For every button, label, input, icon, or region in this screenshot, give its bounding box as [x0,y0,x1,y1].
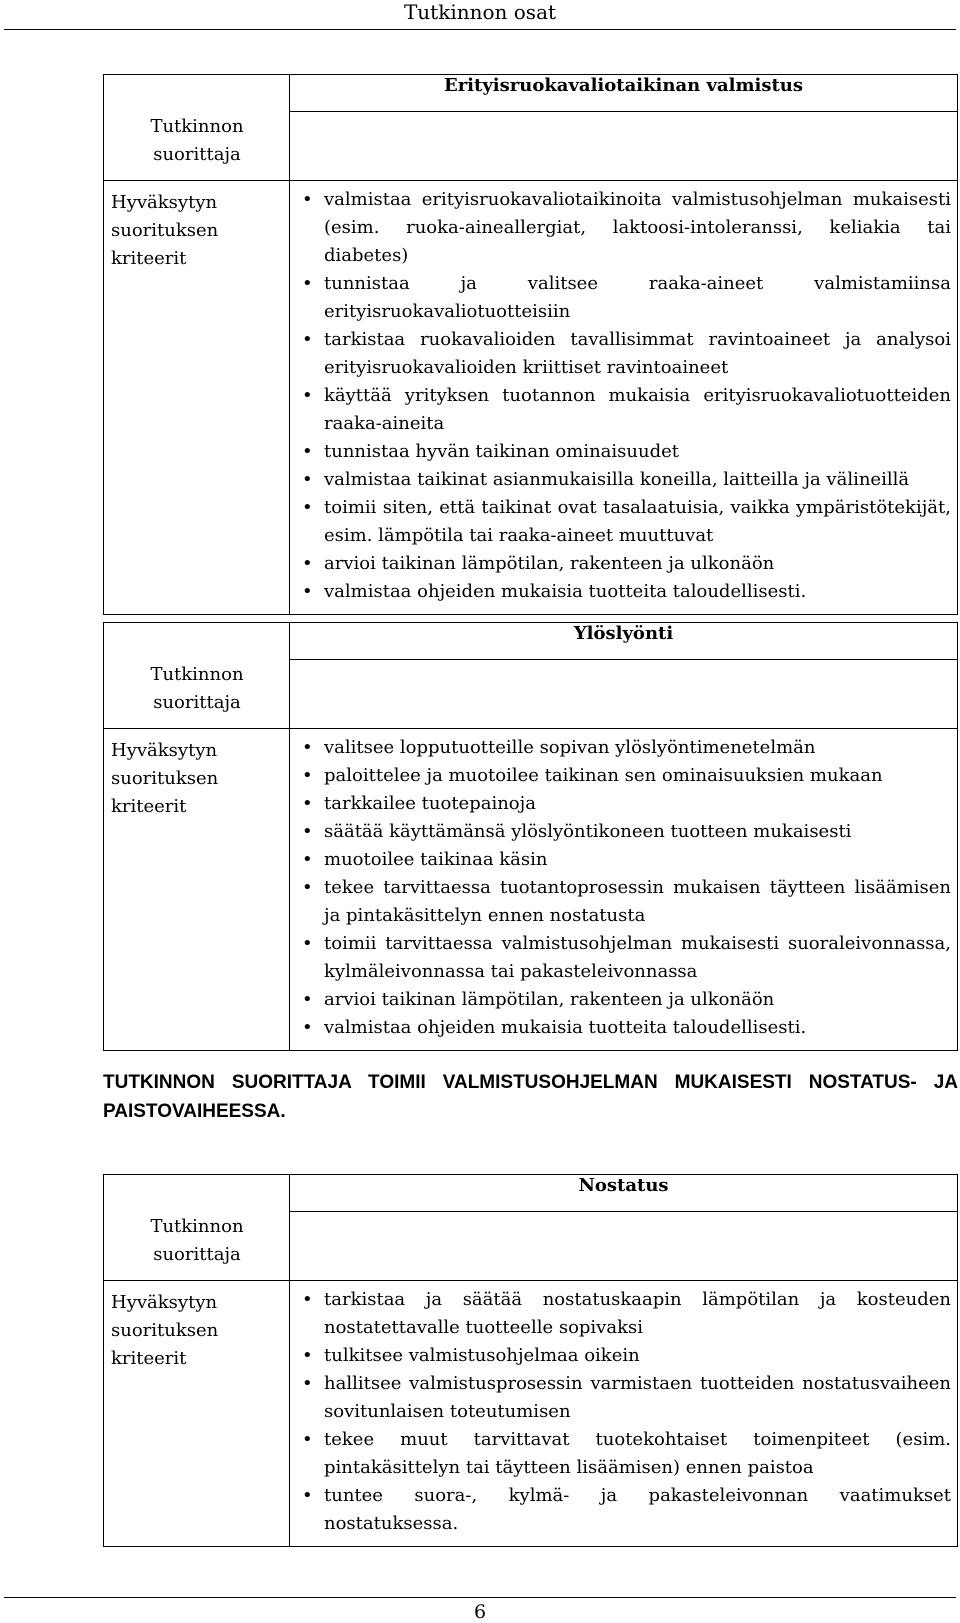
list-item: • toimii siten, että taikinat ovat tasalaatuisia, vaikka ympäristötekijät, esim. lämpötila tai raaka-aineet muuttuvat [302,494,951,550]
list-item: • arvioi taikinan lämpötilan, rakenteen ja ulkonäön [302,550,951,578]
criteria-content [290,181,958,615]
criteria-content [290,1281,958,1547]
criteria-label: Hyväksytyn suorituksen kriteerit [104,181,290,615]
empty-cell [290,1212,958,1281]
page-header: Tutkinnon osat [403,0,557,24]
section-title: Nostatus [290,1175,958,1212]
list-item: • valmistaa ohjeiden mukaisia tuotteita taloudellisesti. [302,578,951,606]
criteria-label: Hyväksytyn suorituksen kriteerit [104,729,290,1051]
performer-label: Tutkinnon suorittaja [104,75,290,181]
procedure-statement: TUTKINNON SUORITTAJA TOIMII VALMISTUSOHJELMAN MUKAISESTI NOSTATUS- JA PAISTOVAIHEESSA. [103,1072,958,1122]
list-item: • arvioi taikinan lämpötilan, rakenteen ja ulkonäön [302,986,951,1014]
criteria-label: Hyväksytyn suorituksen kriteerit [104,1281,290,1547]
list-item: • tunnistaa hyvän taikinan ominaisuudet [302,438,951,466]
list-item: • tunnistaa ja valitsee raaka-aineet valmistamiinsa erityisruokavaliotuotteisiin [302,270,951,326]
list-item: • tarkkailee tuotepainoja [302,790,951,818]
page-number: 6 [473,1601,487,1623]
criteria-table-ylosylonti [103,622,958,1051]
criteria-list [302,1286,951,1538]
section-title: Erityisruokavaliotaikinan valmistus [290,75,958,112]
footer-divider [4,1597,956,1598]
criteria-content [290,729,958,1051]
list-item: • tarkistaa ja säätää nostatuskaapin lämpötilan ja kosteuden nostatettavalle tuotteelle sopivaksi [302,1286,951,1342]
list-item: • tekee muut tarvittavat tuotekohtaiset toimenpiteet (esim. pintakäsittelyn tai täytteen lisäämisen) ennen paistoa [302,1426,951,1482]
criteria-table-erityisruokavaliotaikina [103,74,958,615]
criteria-list [302,186,951,606]
list-item: • valitsee lopputuotteille sopivan ylöslyöntimenetelmän [302,734,951,762]
list-item: • muotoilee taikinaa käsin [302,846,951,874]
criteria-table-nostatus [103,1174,958,1547]
list-item: • valmistaa ohjeiden mukaisia tuotteita taloudellisesti. [302,1014,951,1042]
list-item: • paloittelee ja muotoilee taikinan sen ominaisuuksien mukaan [302,762,951,790]
list-item: • tarkistaa ruokavalioiden tavallisimmat ravintoaineet ja analysoi erityisruokavalioiden kriittiset ravintoaineet [302,326,951,382]
performer-label: Tutkinnon suorittaja [104,1175,290,1281]
list-item: • toimii tarvittaessa valmistusohjelman mukaisesti suoraleivonnassa, kylmäleivonnassa tai pakasteleivonnassa [302,930,951,986]
criteria-list [302,734,951,1042]
performer-label: Tutkinnon suorittaja [104,623,290,729]
list-item: • tulkitsee valmistusohjelmaa oikein [302,1342,951,1370]
list-item: • hallitsee valmistusprosessin varmistaen tuotteiden nostatusvaiheen sovitunlaisen toteutumisen [302,1370,951,1426]
header-divider [4,29,956,30]
empty-cell [290,112,958,181]
list-item: • tuntee suora-, kylmä- ja pakasteleivonnan vaatimukset nostatuksessa. [302,1482,951,1538]
list-item: • tekee tarvittaessa tuotantoprosessin mukaisen täytteen lisäämisen ja pintakäsittelyn ennen nostatusta [302,874,951,930]
empty-cell [290,660,958,729]
list-item: • säätää käyttämänsä ylöslyöntikoneen tuotteen mukaisesti [302,818,951,846]
list-item: • valmistaa erityisruokavaliotaikinoita valmistusohjelman mukaisesti (esim. ruoka-aineallergiat, laktoosi-intoleranssi, keliakia tai diabetes) [302,186,951,270]
section-title: Ylöslyönti [290,623,958,660]
list-item: • käyttää yrityksen tuotannon mukaisia erityisruokavaliotuotteiden raaka-aineita [302,382,951,438]
list-item: • valmistaa taikinat asianmukaisilla koneilla, laitteilla ja välineillä [302,466,951,494]
